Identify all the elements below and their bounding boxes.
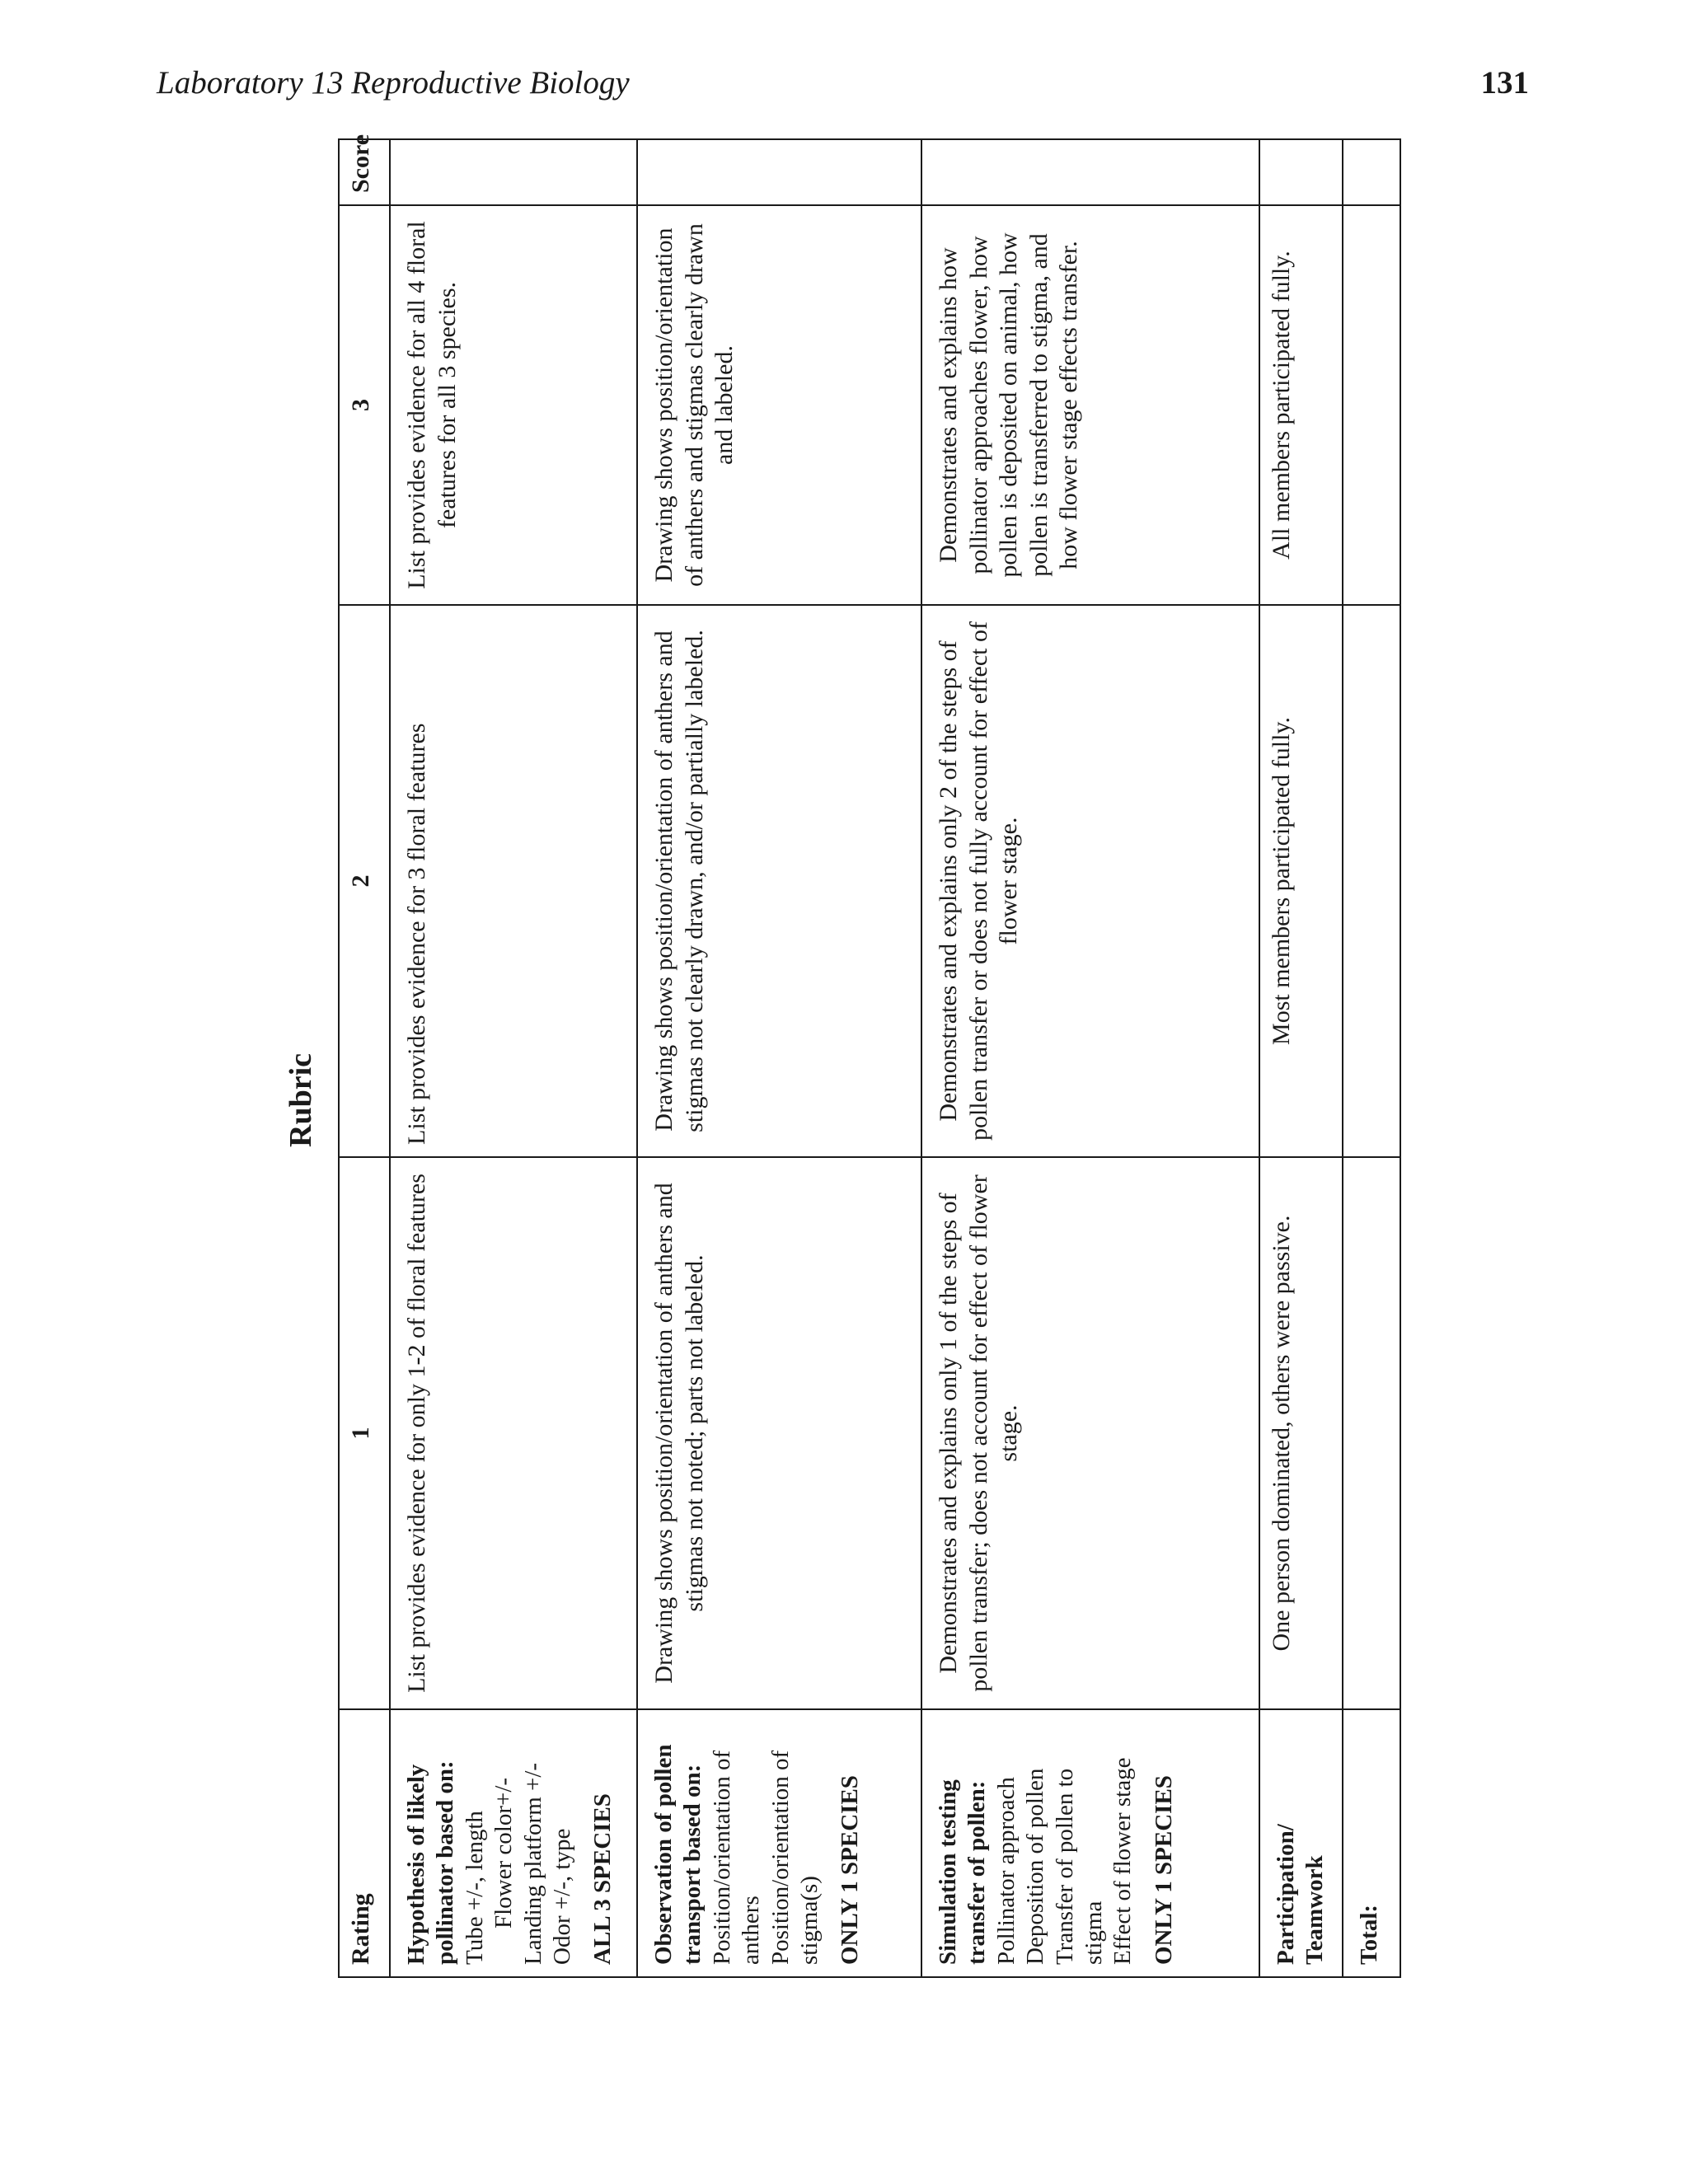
criterion-scope: ONLY 1 SPECIES bbox=[837, 1775, 864, 1965]
running-head: Laboratory 13 Reproductive Biology bbox=[157, 65, 630, 101]
level-3-descriptor: List provides evidence for all 4 floral features for all 3 species. bbox=[390, 205, 637, 605]
total-blank-cell bbox=[1343, 605, 1400, 1157]
criterion-cell bbox=[637, 1709, 921, 1977]
level-3-descriptor: Drawing shows position/orientation of anthers and stigmas clearly drawn and labeled. bbox=[637, 205, 921, 605]
criterion-cell bbox=[921, 1709, 1259, 1977]
criterion-line: Flower color+/- bbox=[490, 1777, 518, 1929]
rubric-title: Rubric bbox=[284, 1053, 318, 1147]
criterion-scope: ALL 3 SPECIES bbox=[589, 1793, 617, 1965]
criterion-title: Observation of pollen transport based on: bbox=[650, 1744, 706, 1965]
level-3-descriptor: Demonstrates and explains how pollinator approaches flower, how pollen is deposited on animal, how pollen is transferred to stigma, and how flower stage effects transfer. bbox=[921, 205, 1259, 605]
criterion-line: Position/orientation of anthers bbox=[708, 1750, 765, 1965]
column-header-rating: Rating bbox=[339, 1709, 390, 1977]
level-2-descriptor: List provides evidence for 3 floral features bbox=[390, 605, 637, 1157]
criterion-line: Tube +/-, length bbox=[461, 1811, 488, 1965]
criterion-title: Participation/ Teamwork bbox=[1273, 1824, 1329, 1965]
column-header-level-1: 1 bbox=[339, 1157, 390, 1709]
criterion-line: Effect of flower stage bbox=[1109, 1757, 1137, 1965]
criterion-line: Deposition of pollen bbox=[1022, 1768, 1049, 1965]
level-3-descriptor: All members participated fully. bbox=[1259, 205, 1343, 605]
total-blank-cell bbox=[1343, 1157, 1400, 1709]
total-label: Total: bbox=[1343, 1709, 1400, 1977]
total-score-cell[interactable] bbox=[1343, 139, 1400, 205]
table-row bbox=[390, 139, 637, 1977]
criterion-scope: ONLY 1 SPECIES bbox=[1150, 1775, 1177, 1965]
score-cell[interactable] bbox=[637, 139, 921, 205]
score-cell[interactable] bbox=[390, 139, 637, 205]
level-2-descriptor: Most members participated fully. bbox=[1259, 605, 1343, 1157]
level-1-descriptor: Demonstrates and explains only 1 of the steps of pollen transfer; does not account for effect of flower stage. bbox=[921, 1157, 1259, 1709]
score-cell[interactable] bbox=[1259, 139, 1343, 205]
criterion-title: Hypothesis of likely pollinator based on: bbox=[403, 1760, 459, 1965]
criterion-line: Pollinator approach bbox=[992, 1777, 1020, 1965]
table-row bbox=[637, 139, 921, 1977]
total-row bbox=[1343, 139, 1400, 1977]
criterion-line: Transfer of pollen to stigma bbox=[1051, 1768, 1107, 1965]
level-1-descriptor: Drawing shows position/orientation of anthers and stigmas not noted; parts not labeled. bbox=[637, 1157, 921, 1709]
level-1-descriptor: List provides evidence for only 1-2 of floral features bbox=[390, 1157, 637, 1709]
rubric-table-container bbox=[338, 134, 1409, 1978]
criterion-line: Landing platform +/- bbox=[519, 1762, 546, 1965]
criterion-line: Position/orientation of stigma(s) bbox=[767, 1750, 823, 1965]
criterion-title: Simulation testing transfer of pollen: bbox=[935, 1779, 991, 1965]
total-blank-cell bbox=[1343, 205, 1400, 605]
criterion-cell bbox=[1259, 1709, 1343, 1977]
criterion-cell bbox=[390, 1709, 637, 1977]
table-header-row bbox=[339, 139, 390, 1977]
criterion-line: Odor +/-, type bbox=[548, 1828, 575, 1965]
rubric-table bbox=[338, 134, 1401, 1978]
level-2-descriptor: Demonstrates and explains only 2 of the steps of pollen transfer or does not fully account for effect of flower stage. bbox=[921, 605, 1259, 1157]
column-header-score: Score bbox=[339, 139, 390, 205]
table-row bbox=[1259, 139, 1343, 1977]
level-2-descriptor: Drawing shows position/orientation of anthers and stigmas not clearly drawn, and/or partially labeled. bbox=[637, 605, 921, 1157]
level-1-descriptor: One person dominated, others were passive. bbox=[1259, 1157, 1343, 1709]
column-header-level-3: 3 bbox=[339, 205, 390, 605]
column-header-level-2: 2 bbox=[339, 605, 390, 1157]
page-number: 131 bbox=[1480, 65, 1529, 101]
score-cell[interactable] bbox=[921, 139, 1259, 205]
table-row bbox=[921, 139, 1259, 1977]
